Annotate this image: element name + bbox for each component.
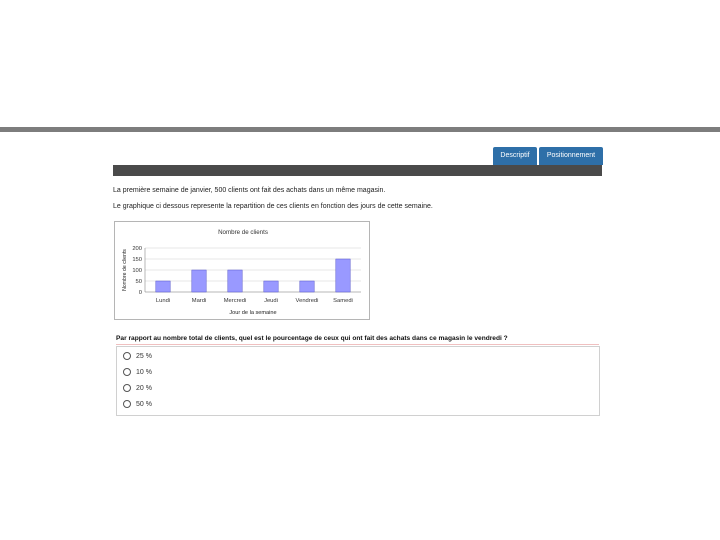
header-bar [113, 165, 602, 176]
y-tick-label: 200 [132, 246, 142, 252]
radio-button[interactable] [123, 352, 131, 360]
question-text: Par rapport au nombre total de clients, quel est le pourcentage de ceux qui ont fait des achats dans ce magasin le vendredi ? [116, 335, 508, 342]
intro-text-1: La première semaine de janvier, 500 clients ont fait des achats dans un même magasin. [113, 187, 386, 194]
bar [300, 281, 314, 292]
tab-bar [493, 147, 603, 165]
tab-positionnement[interactable]: Positionnement [539, 147, 603, 165]
x-tick-label: Samedi [333, 298, 353, 304]
x-axis-label: Jour de la semaine [229, 310, 277, 316]
question-divider [116, 344, 599, 345]
radio-button[interactable] [123, 368, 131, 376]
option-10[interactable] [123, 368, 152, 376]
x-tick-label: Vendredi [295, 298, 319, 304]
y-tick-label: 50 [135, 279, 142, 285]
option-label: 20 % [136, 384, 152, 392]
y-axis-label: Nombre de clients [122, 249, 128, 291]
x-tick-label: Jeudi [264, 298, 278, 304]
bar [264, 281, 278, 292]
radio-button[interactable] [123, 384, 131, 392]
intro-text-2: Le graphique ci dessous represente la repartition de ces clients en fonction des jours de cette semaine. [113, 203, 433, 210]
bar [336, 259, 350, 292]
option-25[interactable] [123, 352, 152, 360]
option-label: 25 % [136, 352, 152, 360]
tab-descriptif[interactable]: Descriptif [493, 147, 537, 165]
radio-button[interactable] [123, 400, 131, 408]
option-20[interactable] [123, 384, 152, 392]
top-divider [0, 127, 720, 132]
x-tick-label: Mardi [191, 298, 207, 304]
option-50[interactable] [123, 400, 152, 408]
bar [192, 270, 206, 292]
chart-title: Nombre de clients [218, 229, 268, 236]
answer-options [116, 346, 600, 416]
x-tick-label: Lundi [155, 298, 171, 304]
y-tick-label: 0 [138, 290, 142, 296]
option-label: 10 % [136, 368, 152, 376]
chart-container [114, 221, 370, 320]
x-tick-label: Mercredi [223, 298, 247, 304]
bar [156, 281, 170, 292]
bar-chart [115, 222, 369, 319]
option-label: 50 % [136, 400, 152, 408]
bar [228, 270, 242, 292]
y-tick-label: 150 [132, 257, 142, 263]
y-tick-label: 100 [132, 268, 142, 274]
